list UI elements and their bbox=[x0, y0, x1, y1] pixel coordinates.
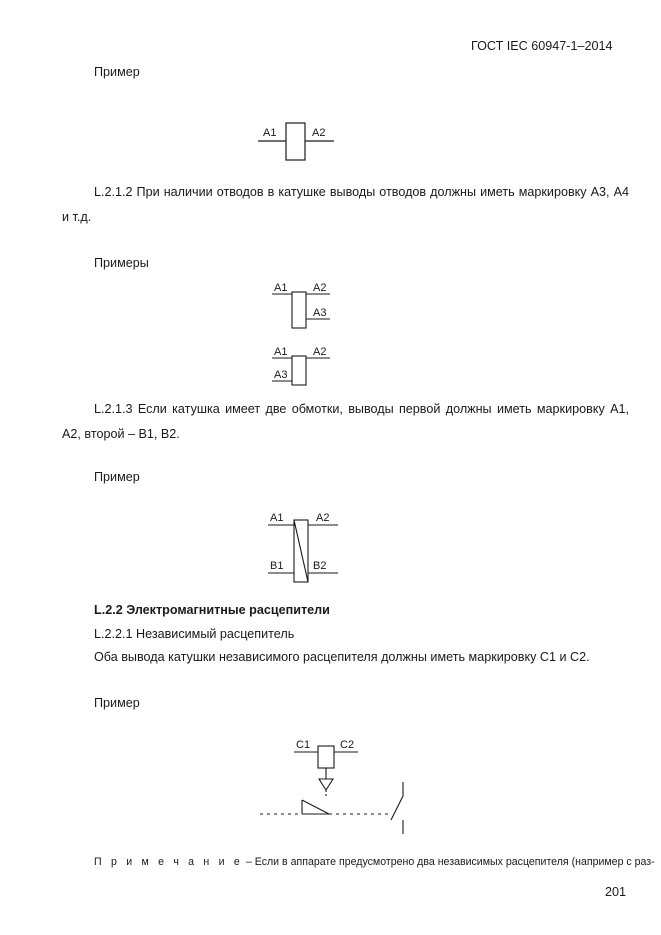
example-label: Пример bbox=[94, 470, 140, 484]
shunt-release-diagram bbox=[256, 734, 426, 844]
note-text: – Если в аппарате предусмотрено два независимых расцепителя (например с раз- bbox=[242, 856, 655, 868]
subsection-heading: L.2.2.1 Независимый расцепитель bbox=[94, 627, 295, 641]
note bbox=[94, 857, 655, 868]
document-id: ГОСТ IEC 60947-1–2014 bbox=[471, 39, 613, 53]
paragraph-c1-c2: Оба вывода катушки независимого расцепителя должны иметь маркировку С1 и С2. bbox=[94, 650, 590, 664]
example-label: Пример bbox=[94, 696, 140, 710]
coil-tap-diagram-left bbox=[266, 346, 346, 386]
terminal-label-a3: A3 bbox=[313, 307, 327, 319]
terminal-label-a2: A2 bbox=[312, 127, 326, 139]
two-winding-coil-diagram bbox=[264, 508, 354, 588]
example-label: Пример bbox=[94, 65, 140, 79]
coil-diagram-a1-a2 bbox=[250, 118, 350, 168]
terminal-label-a1: A1 bbox=[270, 512, 284, 524]
terminal-label-c2: C2 bbox=[340, 739, 355, 751]
terminal-label-a2: A2 bbox=[313, 346, 327, 358]
coil-tap-diagram-right bbox=[266, 283, 346, 333]
page-number: 201 bbox=[605, 885, 627, 899]
note-label: П р и м е ч а н и е bbox=[94, 856, 243, 868]
terminal-label-b1: B1 bbox=[270, 560, 284, 572]
terminal-label-a2: A2 bbox=[316, 512, 330, 524]
paragraph-l2-1-2: L.2.1.2 При наличии отводов в катушке выводы отводов должны иметь маркировку А3, А4 и т.д. bbox=[62, 185, 629, 224]
terminal-label-a3: A3 bbox=[274, 369, 288, 381]
section-heading: L.2.2 Электромагнитные расцепители bbox=[94, 603, 330, 617]
terminal-label-a1: A1 bbox=[274, 282, 288, 294]
terminal-label-a1: A1 bbox=[263, 127, 277, 139]
terminal-label-c1: C1 bbox=[296, 739, 311, 751]
terminal-label-b2: B2 bbox=[313, 560, 327, 572]
terminal-label-a1: A1 bbox=[274, 346, 288, 358]
paragraph-l2-1-3: L.2.1.3 Если катушка имеет две обмотки, выводы первой должны иметь маркировку А1, А2, второй – В1, В2. bbox=[62, 402, 629, 441]
examples-label: Примеры bbox=[94, 256, 149, 270]
terminal-label-a2: A2 bbox=[313, 282, 327, 294]
